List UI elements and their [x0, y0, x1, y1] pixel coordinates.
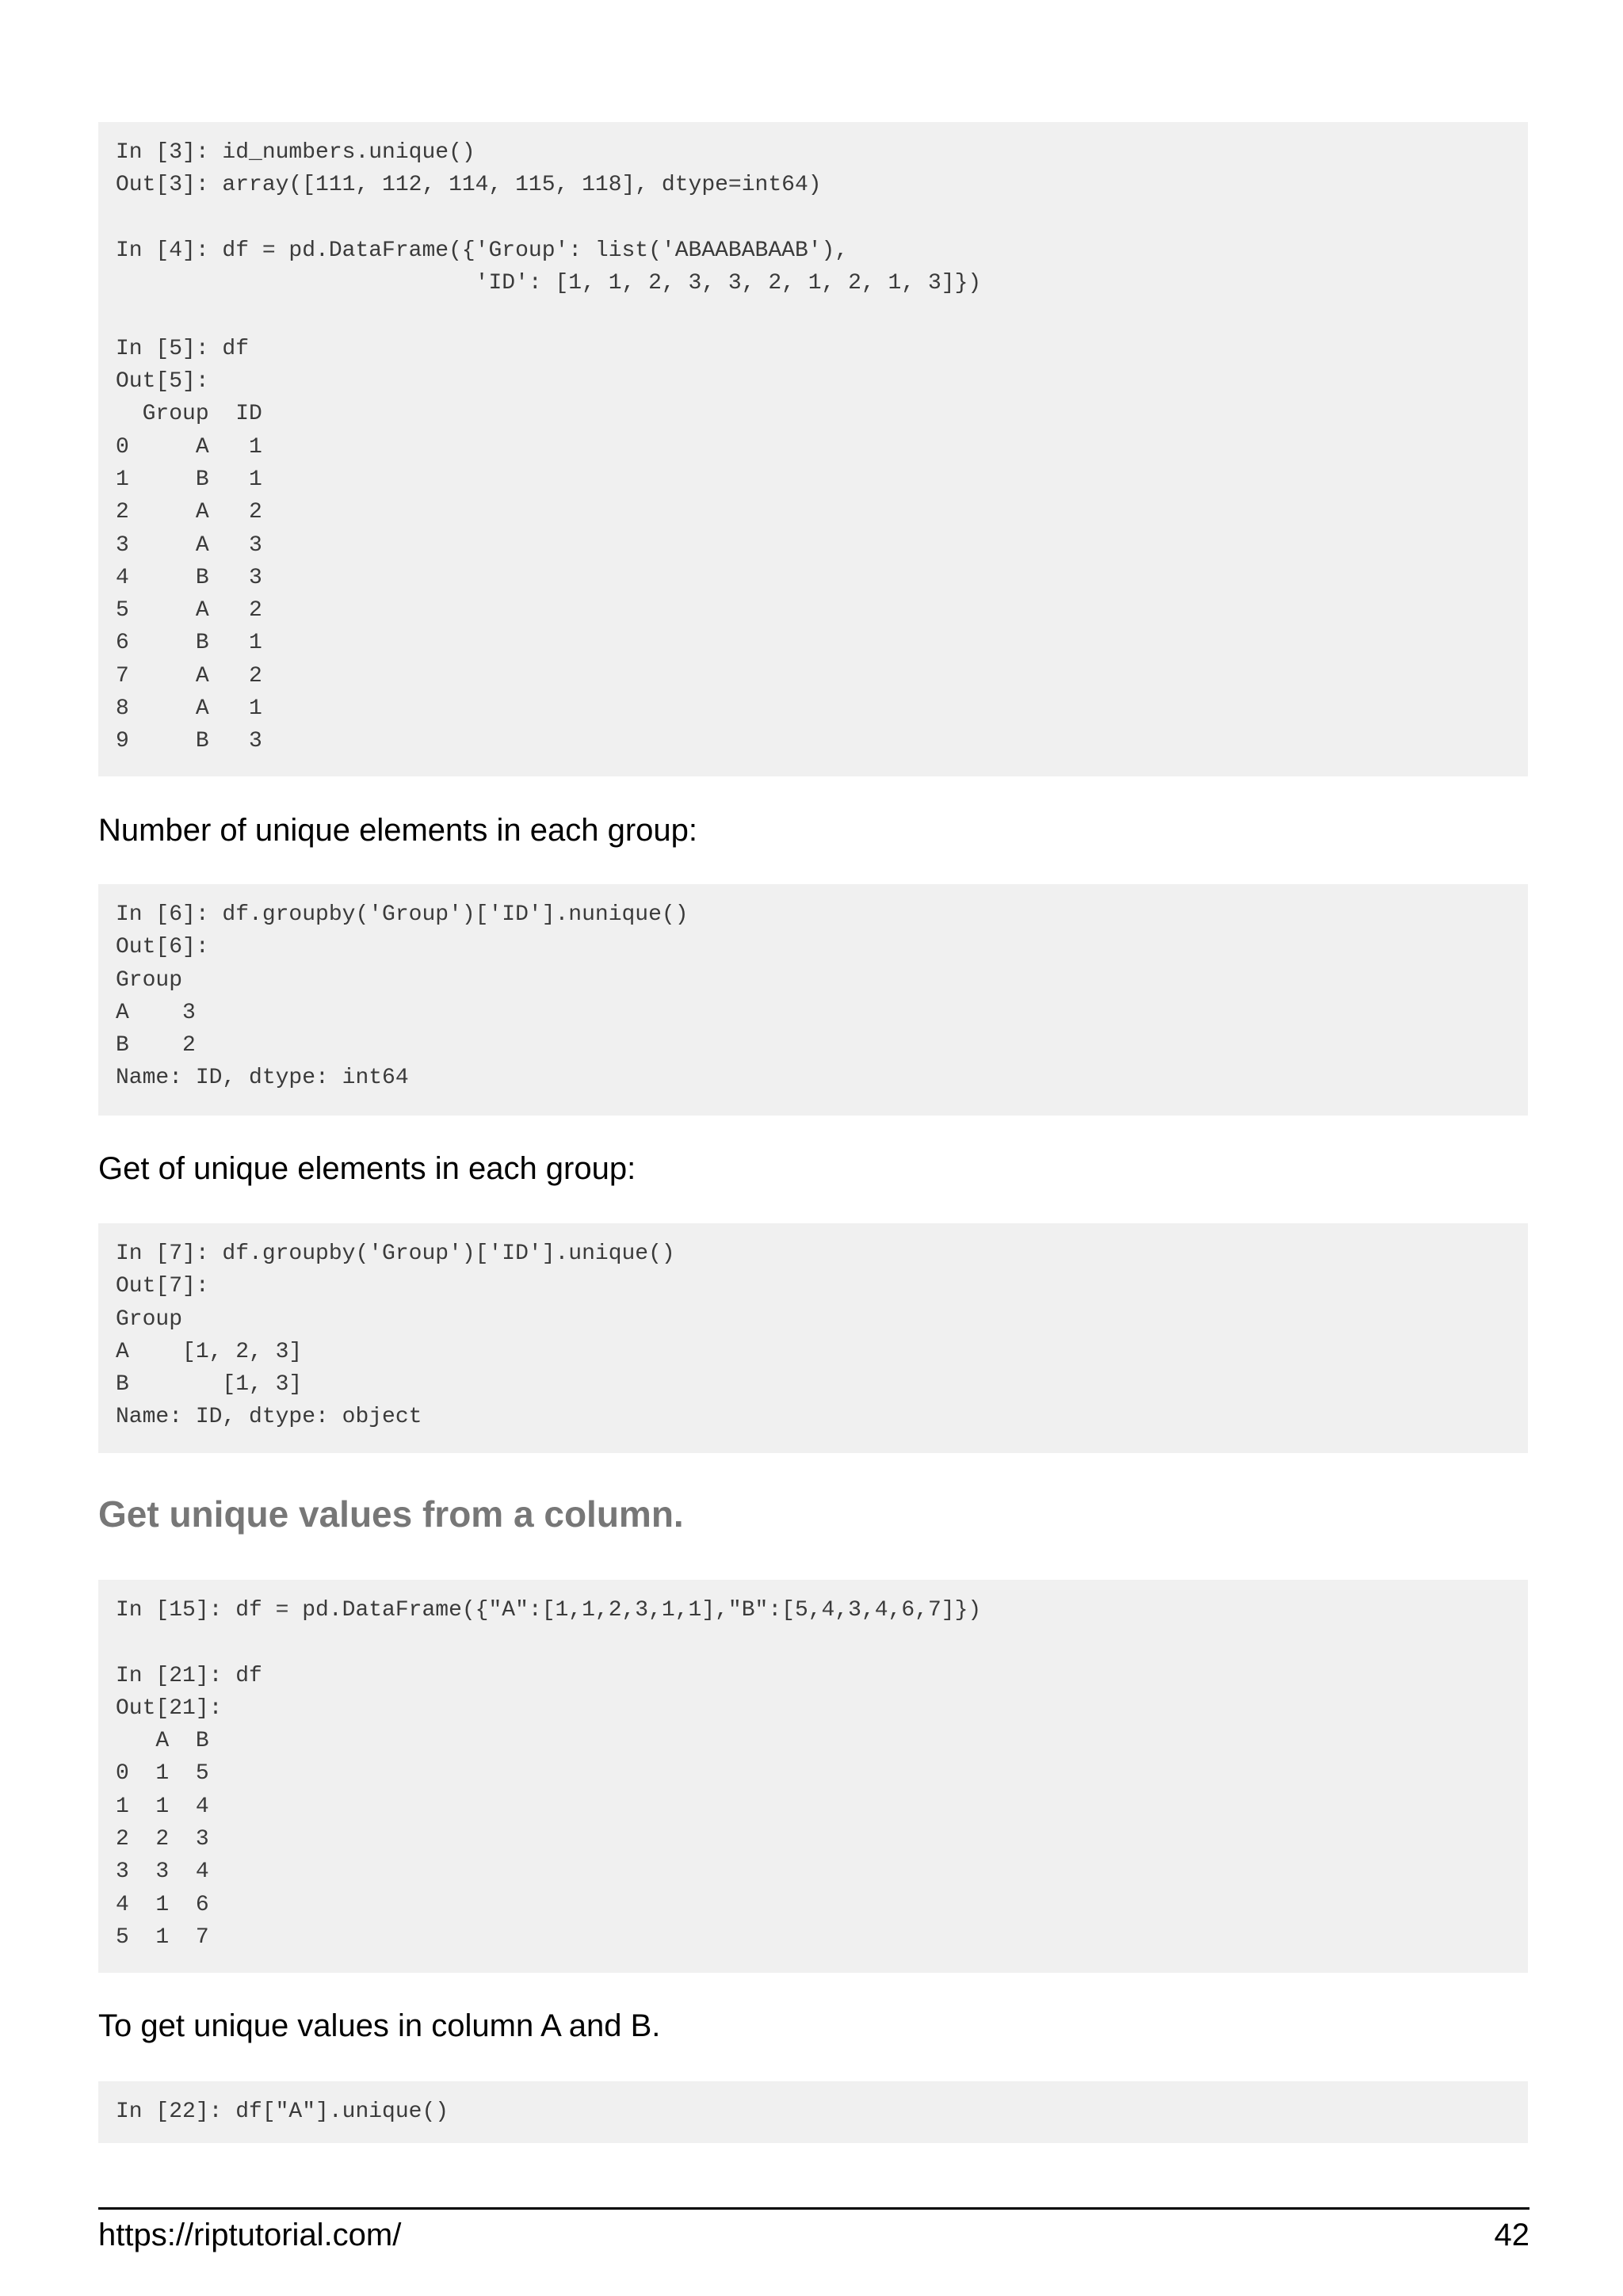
paragraph-number-of-unique: Number of unique elements in each group: — [98, 813, 698, 848]
page-number: 42 — [1494, 2218, 1529, 2252]
code-block-dataframe-ab: In [15]: df = pd.DataFrame({"A":[1,1,2,3,1,1],"B":[5,4,3,4,6,7]}) In [21]: df Out[21]: A B 0 1 5 1 1 4 2 2 3 3 3 4 4 1 6 5 1 7 — [98, 1580, 1528, 1973]
footer-url-link[interactable]: https://riptutorial.com/ — [98, 2218, 402, 2252]
code-block-column-a-unique: In [22]: df["A"].unique() — [98, 2081, 1528, 2143]
code-block-unique-and-dataframe: In [3]: id_numbers.unique() Out[3]: array([111, 112, 114, 115, 118], dtype=int64) In [4]: df = pd.DataFrame({'Group': list('ABAABABAAB'), 'ID': [1, 1, 2, 3, 3, 2, 1, 2, 1, 3]}) In [5]: df Out[5]: Group ID 0 A 1 1 B 1 2 A 2 3 A 3 4 B 3 5 A 2 6 B 1 7 A 2 8 A 1 9 B 3 — [98, 122, 1528, 776]
paragraph-unique-in-a-and-b: To get unique values in column A and B. — [98, 2008, 661, 2043]
paragraph-get-unique: Get of unique elements in each group: — [98, 1151, 636, 1186]
code-block-groupby-unique: In [7]: df.groupby('Group')['ID'].unique() Out[7]: Group A [1, 2, 3] B [1, 3] Name: ID, dtype: object — [98, 1223, 1528, 1453]
section-heading-unique-values-column: Get unique values from a column. — [98, 1493, 684, 1535]
code-block-nunique: In [6]: df.groupby('Group')['ID'].nunique() Out[6]: Group A 3 B 2 Name: ID, dtype: int64 — [98, 884, 1528, 1116]
footer-divider — [98, 2207, 1529, 2210]
